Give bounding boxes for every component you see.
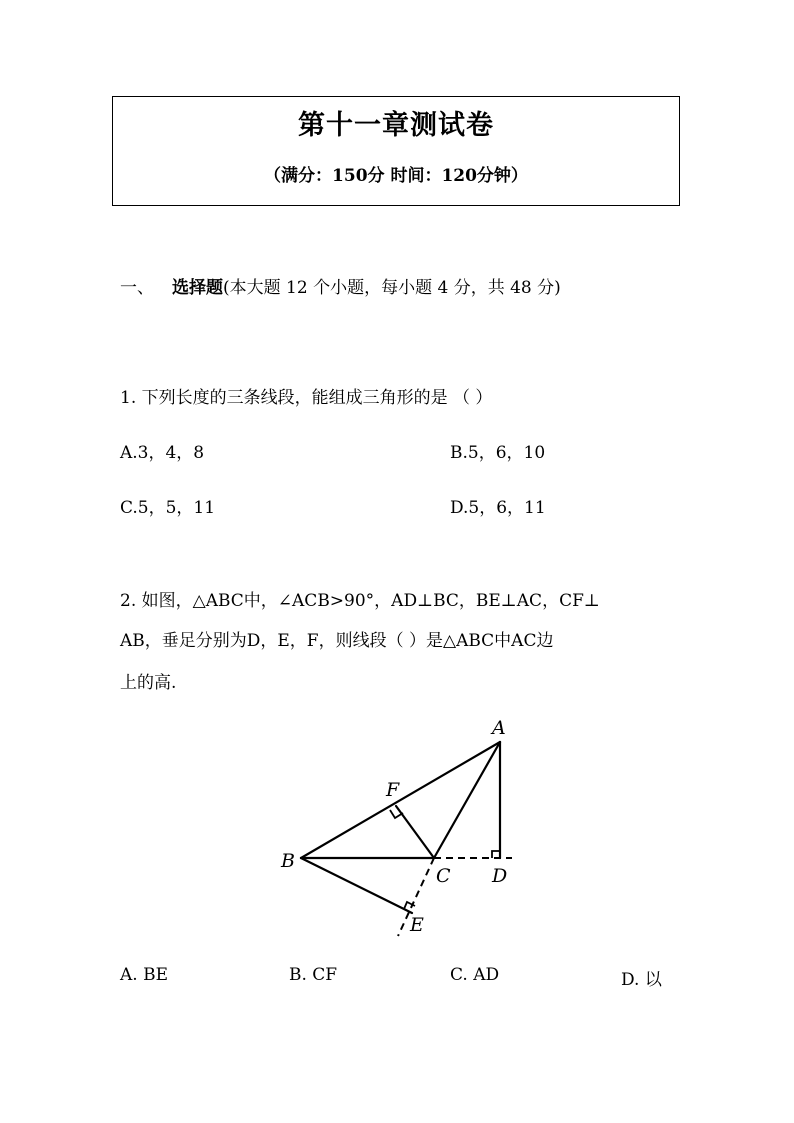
segment-be bbox=[301, 858, 412, 913]
segment-ab bbox=[301, 742, 500, 858]
label-a: A bbox=[492, 717, 506, 739]
section-heading bbox=[120, 273, 561, 298]
question-2-option-a: A. BE bbox=[120, 965, 168, 985]
question-2-option-b: B. CF bbox=[289, 965, 338, 985]
exam-info: （满分：150分 时间：120分钟） bbox=[264, 166, 528, 186]
section-title: 选择题 bbox=[172, 278, 223, 298]
section-number: 一、 bbox=[120, 278, 154, 298]
label-b: B bbox=[281, 850, 295, 872]
label-c: C bbox=[436, 865, 451, 887]
question-2-option-d: D. 以 bbox=[621, 970, 662, 990]
label-d: D bbox=[492, 865, 508, 887]
section-note: (本大题 12 个小题，每小题 4 分，共 48 分) bbox=[223, 278, 561, 298]
question-1-option-d: D.5，6，11 bbox=[450, 498, 546, 518]
segment-ca bbox=[434, 742, 500, 858]
label-e: E bbox=[410, 914, 424, 936]
page-title: 第十一章测试卷 bbox=[298, 110, 494, 141]
question-2-stem-line-3: 上的高. bbox=[120, 673, 177, 693]
question-2-option-c: C. AD bbox=[450, 965, 500, 985]
question-1-option-b: B.5，6，10 bbox=[450, 443, 546, 463]
label-f: F bbox=[386, 779, 400, 801]
question-2-stem-line-2: AB，垂足分别为D，E，F，则线段（ ）是△ABC中AC边 bbox=[120, 631, 554, 651]
question-1-option-c: C.5，5，11 bbox=[120, 498, 216, 518]
triangle-figure bbox=[276, 712, 526, 942]
question-1-stem: 1. 下列长度的三条线段，能组成三角形的是 （ ） bbox=[120, 388, 493, 408]
question-2-stem-line-1: 2. 如图，△ABC中，∠ACB>90°，AD⊥BC，BE⊥AC，CF⊥ bbox=[120, 591, 600, 611]
right-angle-d bbox=[492, 851, 499, 858]
title-box bbox=[112, 96, 680, 206]
question-1-option-a: A.3，4，8 bbox=[120, 443, 205, 463]
